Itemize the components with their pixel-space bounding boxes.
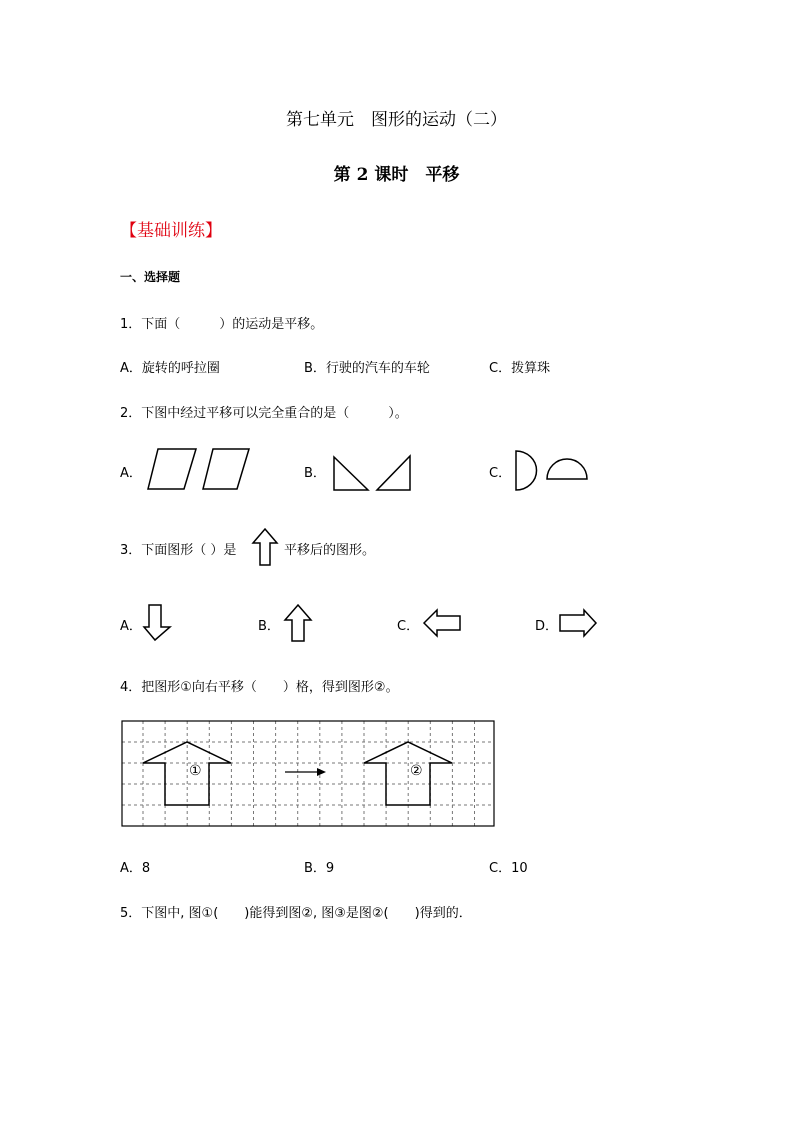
q2-stem: 2．下图中经过平移可以完全重合的是（ ）。 — [120, 406, 408, 421]
part-heading: 一、选择题 — [120, 270, 181, 284]
lesson-title: 第 2 课时 平移 — [333, 165, 460, 185]
q3-stem-start: 3．下面图形（ ）是 — [120, 543, 237, 558]
q4-option-b: B．9 — [304, 861, 335, 876]
q2-option-a: A． — [120, 466, 142, 481]
q3-option-b: B． — [258, 619, 280, 634]
q4-option-a: A．8 — [120, 861, 151, 876]
q1-option-a: A．旋转的呼拉圈 — [120, 361, 220, 376]
q3-option-a: A． — [120, 619, 142, 634]
shape-2-label: ② — [410, 763, 423, 779]
section-heading: 【基础训练】 — [120, 221, 222, 241]
q3-option-d: D． — [535, 619, 559, 634]
shape-1-label: ① — [189, 763, 202, 779]
q3-option-c: C． — [397, 619, 420, 634]
q5-stem: 5．下图中, 图①( )能得到图②, 图③是图②( )得到的． — [120, 906, 472, 921]
grid-border — [122, 721, 494, 826]
q2-option-c: C． — [489, 466, 512, 481]
q2-option-b: B． — [304, 466, 326, 481]
direction-arrowhead — [317, 768, 326, 776]
q4-stem: 4．把图形①向右平移（ ）格，得到图形②。 — [120, 680, 399, 695]
q1-option-c: C．拨算珠 — [489, 361, 551, 376]
page-title: 第七单元 图形的运动（二） — [286, 110, 507, 130]
q1-option-b: B．行驶的汽车的车轮 — [304, 361, 430, 376]
q1-stem: 1．下面（ ）的运动是平移。 — [120, 317, 324, 332]
q3-stem-end: 平移后的图形。 — [284, 543, 376, 558]
q4-option-c: C．10 — [489, 861, 528, 876]
